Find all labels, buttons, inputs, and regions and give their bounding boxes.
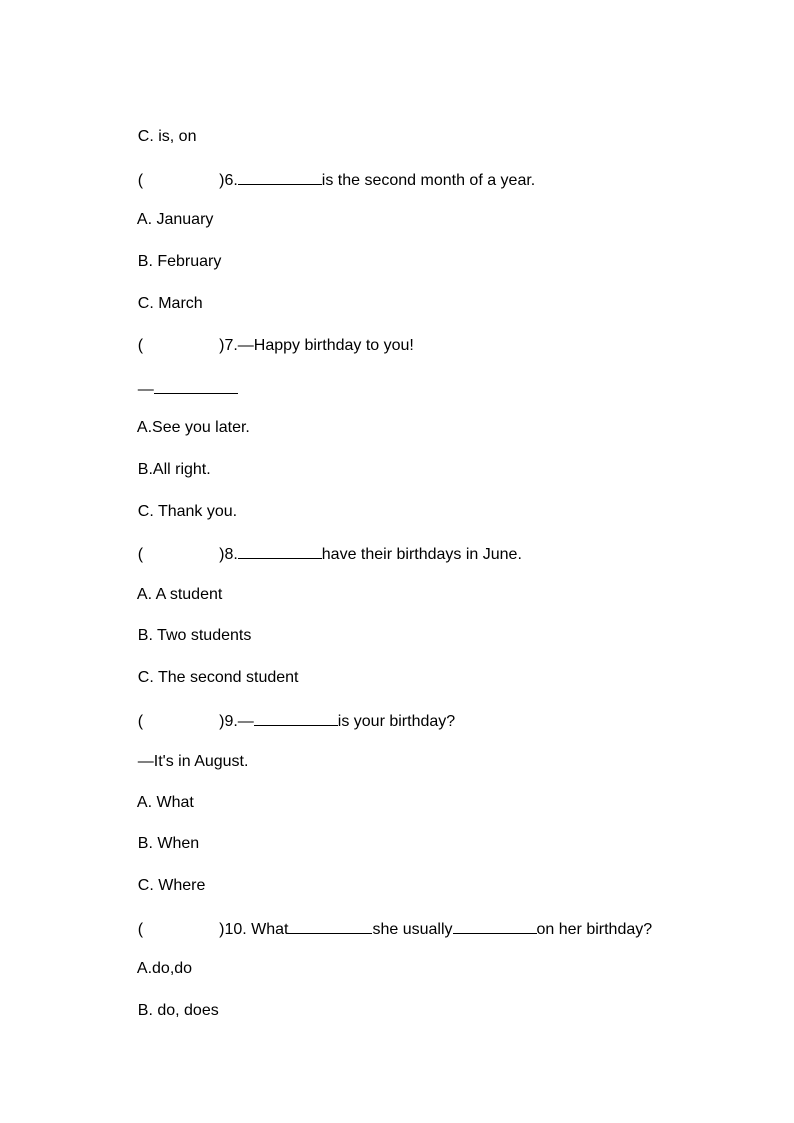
dialog-dash: — <box>237 337 254 354</box>
option-text: C. Thank you. <box>137 503 238 520</box>
fill-blank[interactable] <box>453 918 537 934</box>
option-text: B. do, does <box>137 1002 219 1019</box>
option-text: C. March <box>137 295 203 312</box>
question-text: she usually <box>372 921 453 938</box>
option-b-q10 <box>120 981 219 1041</box>
option-text: C. Where <box>137 877 206 894</box>
question-number: )8. <box>219 546 238 563</box>
dialog-dash: — <box>237 713 254 730</box>
answer-paren-open: ( <box>137 337 144 354</box>
reply-text: It's in August. <box>153 753 249 770</box>
question-text-end: on her birthday? <box>536 921 653 938</box>
option-text: A.See you later. <box>136 419 250 436</box>
question-10 <box>120 898 652 960</box>
option-text: A. January <box>136 211 214 228</box>
option-text: A. A student <box>136 586 223 603</box>
answer-paren-open: ( <box>137 172 144 189</box>
option-text: B. February <box>137 253 222 270</box>
fill-blank[interactable] <box>238 543 322 559</box>
option-text: A.do,do <box>136 960 193 977</box>
fill-blank[interactable] <box>238 169 322 185</box>
fill-blank[interactable] <box>154 378 238 394</box>
question-text: have their birthdays in June. <box>321 546 522 563</box>
dialog-dash: — <box>137 381 154 398</box>
option-text: C. The second student <box>137 669 299 686</box>
answer-paren-open: ( <box>137 713 144 730</box>
option-text: A. What <box>136 794 194 811</box>
question-number: )9. <box>219 713 238 730</box>
answer-paren-open: ( <box>137 921 144 938</box>
option-text: C. is, on <box>137 128 197 145</box>
question-text: is the second month of a year. <box>321 172 536 189</box>
option-text: B.All right. <box>137 461 211 478</box>
question-number: )6. <box>219 172 238 189</box>
question-text: Happy birthday to you! <box>253 337 414 354</box>
question-text: is your birthday? <box>337 713 456 730</box>
question-number: )7. <box>219 337 238 354</box>
answer-paren-open: ( <box>137 546 144 563</box>
dialog-dash: — <box>137 753 154 770</box>
option-text: B. When <box>137 835 200 852</box>
fill-blank[interactable] <box>288 918 372 934</box>
question-number: )10. What <box>219 921 289 938</box>
option-text: B. Two students <box>137 627 252 644</box>
fill-blank[interactable] <box>254 710 338 726</box>
